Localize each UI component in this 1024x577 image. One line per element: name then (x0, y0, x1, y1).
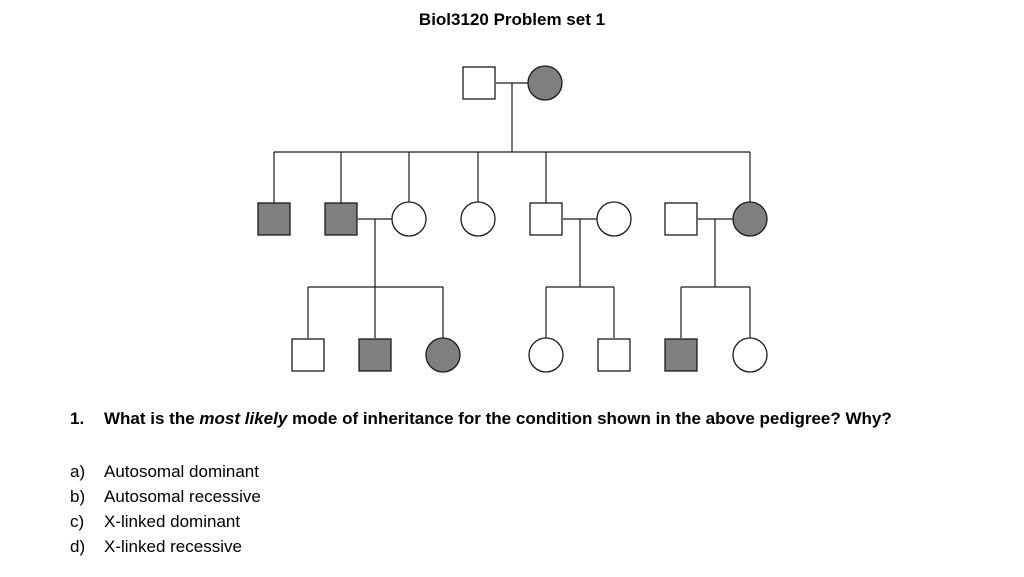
question-text-before: What is the (104, 409, 200, 428)
option-letter: a) (70, 462, 86, 481)
affected-male (359, 339, 391, 371)
affected-female (733, 202, 767, 236)
unaffected-female (461, 202, 495, 236)
unaffected-female (529, 338, 563, 372)
affected-female (528, 66, 562, 100)
option-a (70, 459, 261, 484)
question-text-after: mode of inheritance for the condition shown in the above pedigree? Why? (287, 409, 892, 428)
unaffected-male (530, 203, 562, 235)
option-letter: d) (70, 537, 86, 556)
question-emphasis: most likely (199, 409, 288, 428)
question-number: 1. (70, 409, 85, 428)
unaffected-male (598, 339, 630, 371)
option-b (70, 484, 261, 509)
option-text: X-linked recessive (104, 537, 242, 556)
option-c (70, 509, 261, 534)
unaffected-female (392, 202, 426, 236)
option-letter: c) (70, 512, 85, 531)
affected-female (426, 338, 460, 372)
affected-male (325, 203, 357, 235)
page-title: Biol3120 Problem set 1 (418, 10, 606, 29)
option-text: Autosomal recessive (104, 487, 261, 506)
option-d (70, 534, 261, 559)
option-letter: b) (70, 487, 86, 506)
affected-male (258, 203, 290, 235)
unaffected-female (597, 202, 631, 236)
option-text: X-linked dominant (104, 512, 241, 531)
unaffected-female (733, 338, 767, 372)
answer-options (70, 459, 261, 559)
question-1 (70, 409, 892, 429)
option-text: Autosomal dominant (104, 462, 259, 481)
affected-male (665, 339, 697, 371)
unaffected-male (665, 203, 697, 235)
unaffected-male (292, 339, 324, 371)
unaffected-male (463, 67, 495, 99)
